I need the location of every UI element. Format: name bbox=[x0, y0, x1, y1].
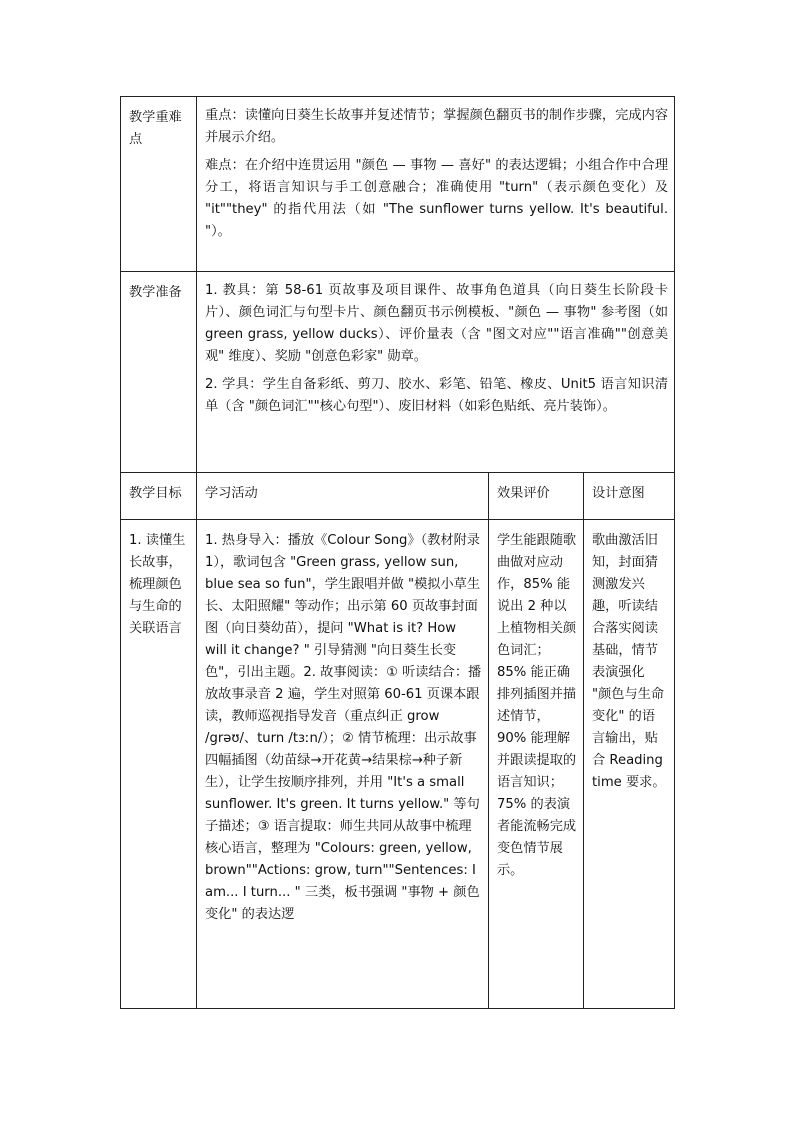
preparation-content bbox=[197, 272, 675, 473]
preparation-row bbox=[121, 272, 675, 473]
evaluation-cell bbox=[489, 520, 584, 1009]
focus-text: 重点：读懂向日葵生长故事并复述情节；掌握颜色翻页书的制作步骤，完成内容并展示介绍。 bbox=[205, 108, 669, 145]
intent-cell bbox=[584, 520, 675, 1009]
activity-cell bbox=[197, 520, 489, 1009]
header-intent: 设计意图 bbox=[584, 473, 675, 520]
key-points-row bbox=[121, 97, 675, 272]
header-objective: 教学目标 bbox=[121, 473, 197, 520]
header-activity: 学习活动 bbox=[197, 473, 489, 520]
teacher-materials-text: 1. 教具：第 58-61 页故事及项目课件、故事角色道具（向日葵生长阶段卡片）、颜色词汇与句型卡片、颜色翻页书示例模板、"颜色 — 事物" 参考图（如 green grass, yellow ducks）、评价量表（含 "图文对应""语言准确""创意美观" 维度）、奖励 "创意色彩家" 勋章。 bbox=[205, 283, 669, 364]
objective-text: 1. 读懂生长故事，梳理颜色与生命的关联语言 bbox=[129, 533, 186, 636]
evaluation-text: 学生能跟随歌曲做对应动作，85% 能说出 2 种以上植物相关颜色词汇；85% 能正确排列插图并描述情节，90% 能理解并跟读提取的语言知识；75% 的表演者能流畅完成变色情节展示。 bbox=[497, 533, 577, 878]
key-points-content bbox=[197, 97, 675, 272]
preparation-label: 教学准备 bbox=[121, 272, 197, 473]
key-points-label: 教学重难点 bbox=[121, 97, 197, 272]
difficulty-text: 难点：在介绍中连贯运用 "颜色 — 事物 — 喜好" 的表达逻辑；小组合作中合理分工，将语言知识与手工创意融合；准确使用 "turn"（表示颜色变化）及 "it""they" 的指代用法（如 "The sunflower turns yellow. It's beautiful. "）。 bbox=[205, 158, 669, 239]
objective-cell bbox=[121, 520, 197, 1009]
header-evaluation: 效果评价 bbox=[489, 473, 584, 520]
activity-text: 1. 热身导入：播放《Colour Song》（教材附录 1），歌词包含 "Green grass, yellow sun, blue sea so fun"，学生跟唱并做 "模拟小草生长、太阳照耀" 等动作；出示第 60 页故事封面图（向日葵幼苗），提问 "What is it? How will it change? " 引导猜测 "向日葵生长变色"，引出主题。2. 故事阅读：① 听读结合：播放故事录音 2 遍，学生对照第 60-61 页课本跟读，教师巡视指导发音（重点纠正 grow /grəʊ/、turn /tɜːn/）；② 情节梳理：出示故事四幅插图（幼苗绿→开花黄→结果棕→种子新生），让学生按顺序排列，并用 "It's a small sunflower. It's green. It turns yellow." 等句子描述；③ 语言提取：师生共同从故事中梳理核心语言，整理为 "Colours: green, yellow, brown""Actions: grow, turn""Sentences: I am... I turn... " 三类，板书强调 "事物 + 颜色变化" 的表达逻 bbox=[205, 533, 482, 922]
student-materials-text: 2. 学具：学生自备彩纸、剪刀、胶水、彩笔、铅笔、橡皮、Unit5 语言知识清单（含 "颜色词汇""核心句型"）、废旧材料（如彩色贴纸、亮片装饰）。 bbox=[205, 377, 669, 414]
lesson-plan-table bbox=[120, 96, 675, 1009]
objective-row-1 bbox=[121, 520, 675, 1009]
intent-text: 歌曲激活旧知，封面猜测激发兴趣，听读结合落实阅读基础，情节表演强化 "颜色与生命变化" 的语言输出，贴合 Reading time 要求。 bbox=[592, 533, 666, 790]
header-row bbox=[121, 473, 675, 520]
